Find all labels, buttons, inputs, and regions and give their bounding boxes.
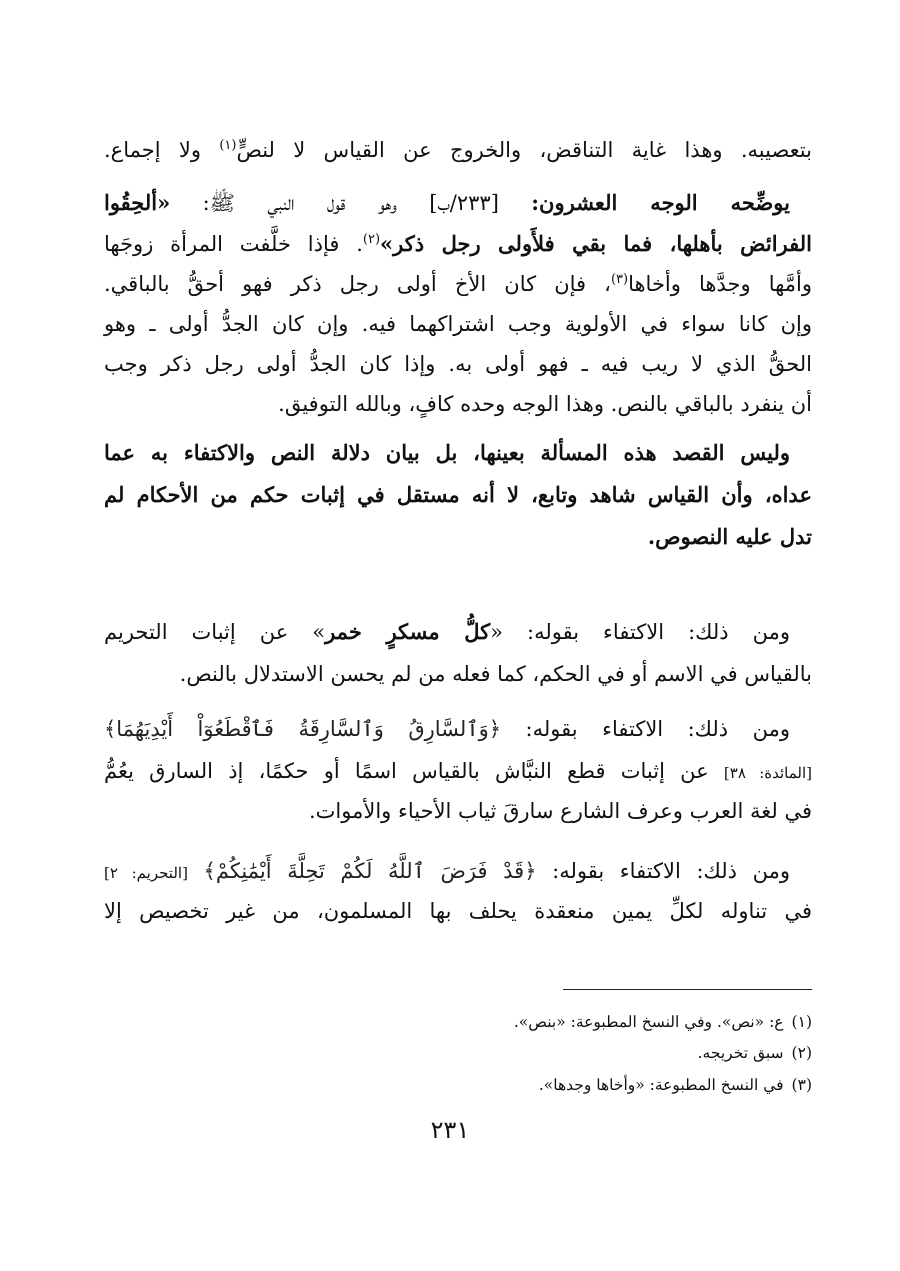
text-segment: أن ينفرد بالباقي بالنص. وهذا الوجه وحده كافٍ، وبالله التوفيق. (278, 392, 812, 416)
text-line (104, 796, 812, 826)
footnote-1 (300, 1011, 812, 1033)
text-segment: «ألحِقُوا (104, 190, 171, 215)
text-line (104, 522, 812, 552)
text-line (104, 389, 812, 419)
text-line (104, 309, 812, 339)
text-segment: كلُّ مسكرٍ خمر (325, 619, 491, 644)
footnote-3 (300, 1074, 812, 1096)
text-segment: يوضِّحه الوجه العشرون: (531, 190, 790, 215)
text-line (104, 438, 812, 468)
text-segment: وإن كانا سواء في الأولوية وجب اشتراكهما فيه. وإن كان الجدُّ أولى ـ وهو (104, 312, 812, 336)
text-line (104, 480, 812, 510)
footnote-text: ع: «نص». وفي النسخ المطبوعة: «بنص». (513, 1013, 784, 1031)
text-line (104, 188, 812, 218)
text-segment: وأمَّها وجدَّها وأخاها (628, 272, 812, 296)
text-segment: تدل عليه النصوص. (647, 524, 812, 549)
text-segment: ، فإن كان الأخ أولى رجل ذكر فهو أحقُّ بالباقي. (104, 272, 611, 296)
text-segment: الفرائض بأهلها، فما بقي فلأَولى رجل ذكر» (380, 231, 812, 256)
text-segment: . فإذا خلَّفت المرأة زوجَها (104, 232, 363, 256)
footnote-ref: (٢) (362, 232, 381, 247)
footnote-number: (٢) (791, 1044, 812, 1062)
footnote-number: (٣) (791, 1076, 812, 1094)
text-segment: عداه، وأن القياس شاهد وتابع، لا أنه مستقل في إثبات حكم من الأحكام لم (104, 482, 812, 507)
text-line (104, 135, 812, 165)
footnote-text: في النسخ المطبوعة: «وأخاها وجدها». (538, 1076, 784, 1094)
text-segment: ومن ذلك: الاكتفاء بقوله: (536, 859, 790, 883)
text-segment: ولا إجماع. (104, 138, 220, 162)
text-line (104, 269, 812, 299)
text-segment: » عن إثبات التحريم (104, 620, 326, 644)
text-segment: ومن ذلك: الاكتفاء بقوله: (501, 717, 790, 741)
footnote-ref: (٣) (610, 272, 629, 287)
text-segment: [٢٣٣/ب] وهو قول النبي ﷺ: (170, 191, 532, 215)
text-segment: في لغة العرب وعرف الشارع سارقَ ثياب الأحياء والأموات. (308, 799, 812, 823)
text-line (104, 349, 812, 379)
text-line (104, 229, 812, 259)
citation: [المائدة: ٣٨] (723, 764, 812, 782)
text-line (104, 617, 812, 647)
text-line (104, 856, 812, 888)
text-line (104, 896, 812, 926)
text-segment: عن إثبات قطع النبَّاش بالقياس اسمًا أو حكمًا، إذ السارق يعُمُّ (104, 759, 724, 783)
text-segment: بتعصيبه. وهذا غاية التناقض، والخروج عن القياس لا لنصٍّ (236, 138, 812, 162)
text-segment: بالقياس في الاسم أو في الحكم، كما فعله من لم يحسن الاستدلال بالنص. (179, 662, 812, 686)
footnote-text: سبق تخريجه. (697, 1044, 784, 1062)
footnote-number: (١) (791, 1013, 812, 1031)
text-line (104, 659, 812, 689)
text-segment: وليس القصد هذه المسألة بعينها، بل بيان دلالة النص والاكتفاء به عما (104, 440, 790, 465)
quran-quote: ﴿قَدْ فَرَضَ ٱللَّهُ لَكُمْ تَحِلَّةَ أَيْمَٰنِكُمْ﴾ (203, 859, 537, 883)
text-segment: الحقُّ الذي لا ريب فيه ـ فهو أولى به. وإذا كان الجدُّ أولى رجل ذكر وجب (104, 352, 812, 376)
text-segment: ومن ذلك: الاكتفاء بقوله: « (490, 620, 791, 644)
text-segment: في تناوله لكلِّ يمين منعقدة يحلف بها المسلمون، من غير تخصيص إلا (104, 899, 812, 923)
footnote-2 (300, 1042, 812, 1064)
text-line (104, 714, 812, 744)
citation: [التحريم: ٢] (104, 864, 188, 882)
quran-quote: ﴿وَٱلسَّارِقُ وَٱلسَّارِقَةُ فَٱقْطَعُوٓاْ أَيْدِيَهُمَا﴾ (104, 717, 502, 741)
page-number: ٢٣١ (430, 1116, 470, 1144)
text-segment (188, 859, 204, 883)
footnote-separator (563, 989, 812, 990)
text-line (104, 756, 812, 788)
footnote-ref: (١) (219, 138, 237, 153)
